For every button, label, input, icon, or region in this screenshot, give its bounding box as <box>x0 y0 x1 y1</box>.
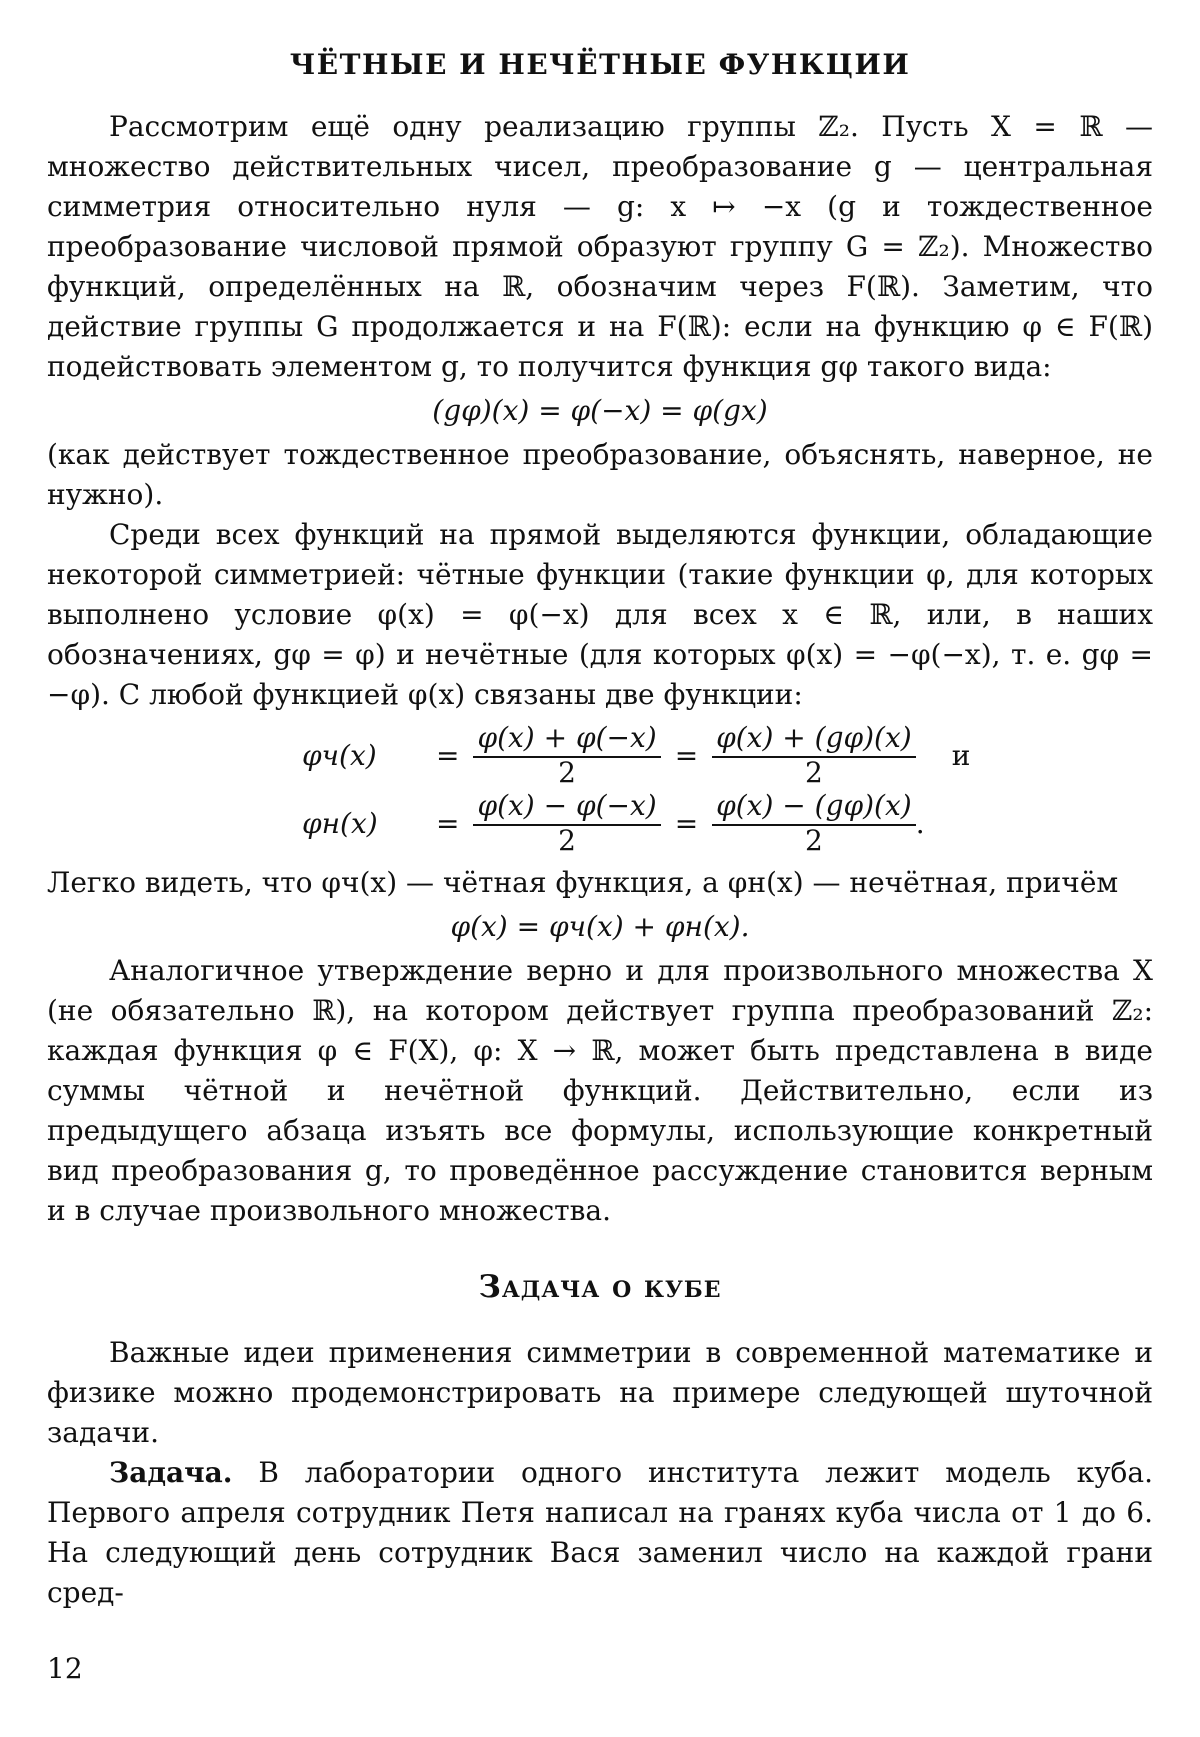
even-numerator-1: φ(x) + φ(−x) <box>473 722 660 758</box>
task-text: В лаборатории одного института лежит модель куба. Первого апреля сотрудник Петя написал на гранях куба числа от 1 до 6. На следующий день сотрудник Вася заменил число на каждой грани сред- <box>47 1456 1153 1609</box>
even-fraction-1 <box>473 722 660 788</box>
conjunction-and: и <box>951 738 971 772</box>
odd-fraction-1 <box>473 790 660 856</box>
formula-odd-part: φн(x) = $\frac{\varphi(x) - \varphi(-x)}{2}$ = $\frac{\varphi(x) - (g\varphi)(x)}{2}$ . <box>302 789 925 857</box>
even-denominator-1: 2 <box>558 756 576 789</box>
odd-fraction-2 <box>712 790 916 856</box>
even-part-lhs: φч(x) <box>302 738 377 772</box>
paragraph-general-set: Аналогичное утверждение верно и для произвольного множества X (не обязательно ℝ), на котором действует группа преобразований ℤ₂: каждая функция φ ∈ F(X), φ: X → ℝ, может быть представлена в виде суммы чётной и нечётной функций. Действительно, если из предыдущего абзаца изъять все формулы, использующие конкретный вид преобразования g, то проведённое рассуждение становится верным и в случае произвольного множества. <box>47 954 1153 1227</box>
odd-numerator-2: φ(x) − (gφ)(x) <box>712 790 916 826</box>
even-denominator-2: 2 <box>805 756 823 789</box>
formula-period: . <box>915 806 925 840</box>
paragraph-easy-to-see: Легко видеть, что φч(x) — чётная функция, а φн(x) — нечётная, причём <box>47 866 1119 899</box>
formula-even-part: φч(x) = $\frac{\varphi(x) + \varphi(-x)}{2}$ = $\frac{\varphi(x) + (g\varphi)(x)}{2}$ и <box>302 721 971 789</box>
paragraph-task <box>47 1453 1153 1613</box>
odd-denominator-1: 2 <box>558 824 576 857</box>
page-body <box>47 30 1153 1613</box>
formula-g-phi: (gφ)(x) = φ(−x) = φ(gx) <box>432 394 768 427</box>
section-title-even-odd: ЧЁТНЫЕ И НЕЧЁТНЫЕ ФУНКЦИИ <box>289 48 911 81</box>
paragraph-identity-note: (как действует тождественное преобразование, объяснять, наверное, не нужно). <box>47 438 1153 511</box>
even-fraction-2 <box>712 722 916 788</box>
formula-decomposition <box>302 721 1153 857</box>
odd-denominator-2: 2 <box>805 824 823 857</box>
paragraph-cube-intro: Важные идеи применения симметрии в современной математике и физике можно продемонстрировать на примере следующей шуточной задачи. <box>47 1336 1153 1449</box>
paragraph-even-odd-definition: Среди всех функций на прямой выделяются функции, обладающие некоторой симметрией: чётные функции (такие функции φ, для которых выполнено условие φ(x) = φ(−x) для всех x ∈ ℝ, или, в наших обозначениях, gφ = φ) и нечётные (для которых φ(x) = −φ(−x), т. е. gφ = −φ). С любой функцией φ(x) связаны две функции: <box>47 518 1153 711</box>
page-number: 12 <box>47 1652 83 1685</box>
section-title-cube-problem: Задача о кубе <box>478 1269 722 1305</box>
paragraph-intro: Рассмотрим ещё одну реализацию группы ℤ₂. Пусть X = ℝ — множество действительных чисел, преобразование g — центральная симметрия относительно нуля — g: x ↦ −x (g и тождественное преобразование числовой прямой образуют группу G = ℤ₂). Множество функций, определённых на ℝ, обозначим через F(ℝ). Заметим, что действие группы G продолжается и на F(ℝ): если на функцию φ ∈ F(ℝ) подействовать элементом g, то получится функция gφ такого вида: <box>47 110 1153 383</box>
formula-sum: φ(x) = φч(x) + φн(x). <box>450 910 750 943</box>
task-label: Задача. <box>109 1456 233 1489</box>
odd-part-lhs: φн(x) <box>302 806 378 840</box>
odd-numerator-1: φ(x) − φ(−x) <box>473 790 660 826</box>
even-numerator-2: φ(x) + (gφ)(x) <box>712 722 916 758</box>
